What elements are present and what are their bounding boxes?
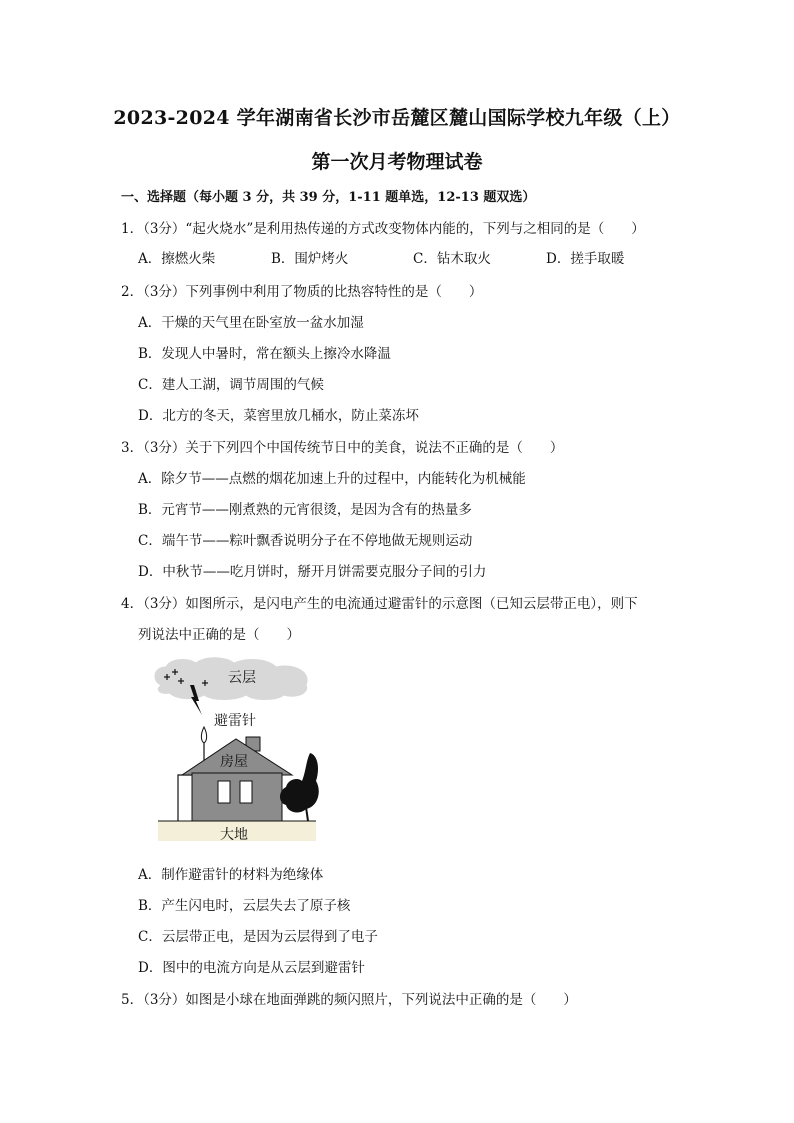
question-1-option-c: C．钻木取火 (413, 251, 491, 267)
lightning-rod-figure (150, 657, 325, 849)
tree (280, 753, 319, 821)
question-1-stem: 1．（3分）“起火烧水”是利用热传递的方式改变物体内能的，下列与之相同的是（ ） (121, 221, 645, 237)
question-1-option-b: B．围炉烤火 (271, 251, 349, 267)
question-3-option-a: A．除夕节——点燃的烟花加速上升的过程中，内能转化为机械能 (138, 471, 526, 487)
house-walls (192, 773, 282, 821)
rod-tip (201, 727, 206, 743)
house-window-right (240, 781, 252, 803)
section-heading: 一、选择题（每小题 3 分，共 39 分，1-11 题单选，12-13 题双选） (121, 190, 536, 205)
ground-label: 大地 (220, 827, 248, 843)
exam-title-line1: 2023-2024 学年湖南省长沙市岳麓区麓山国际学校九年级（上） (113, 107, 681, 129)
question-3-stem: 3．（3分）关于下列四个中国传统节日中的美食，说法不正确的是（ ） (121, 440, 564, 456)
question-3-option-c: C．端午节——粽叶飘香说明分子在不停地做无规则运动 (138, 533, 473, 549)
question-4-option-a: A．制作避雷针的材料为绝缘体 (138, 867, 324, 883)
question-4-option-b: B．产生闪电时，云层失去了原子核 (138, 898, 351, 914)
question-3-option-b: B．元宵节——刚煮熟的元宵很烫，是因为含有的热量多 (138, 502, 472, 518)
house-label: 房屋 (220, 754, 248, 770)
question-2-option-b: B．发现人中暑时，常在额头上擦冷水降温 (138, 346, 391, 362)
question-4-stem: 4．（3分）如图所示，是闪电产生的电流通过避雷针的示意图（已知云层带正电），则下 (121, 596, 638, 612)
question-4-option-d: D．图中的电流方向是从云层到避雷针 (138, 960, 365, 976)
question-1-option-a: A．擦燃火柴 (138, 251, 216, 267)
question-2-stem: 2．（3分）下列事例中利用了物质的比热容特性的是（ ） (121, 284, 483, 300)
question-4-option-c: C．云层带正电，是因为云层得到了电子 (138, 929, 378, 945)
cloud-shape (155, 658, 307, 700)
question-3-option-d: D．中秋节——吃月饼时，掰开月饼需要克服分子间的引力 (138, 564, 487, 580)
rod-label: 避雷针 (214, 713, 256, 729)
question-5-stem: 5．（3分）如图是小球在地面弹跳的频闪照片，下列说法中正确的是（ ） (121, 992, 577, 1008)
exam-title-line2: 第一次月考物理试卷 (311, 151, 483, 173)
question-2-option-d: D．北方的冬天，菜窖里放几桶水，防止菜冻坏 (138, 408, 419, 424)
house-window-left (218, 781, 230, 803)
question-4-stem-continued: 列说法中正确的是（ ） (138, 627, 300, 643)
question-2-option-c: C．建人工湖，调节周围的气候 (138, 377, 324, 393)
question-2-option-a: A．干燥的天气里在卧室放一盆水加湿 (138, 315, 364, 331)
question-1-option-d: D．搓手取暖 (546, 251, 625, 267)
cloud-label: 云层 (228, 670, 256, 686)
